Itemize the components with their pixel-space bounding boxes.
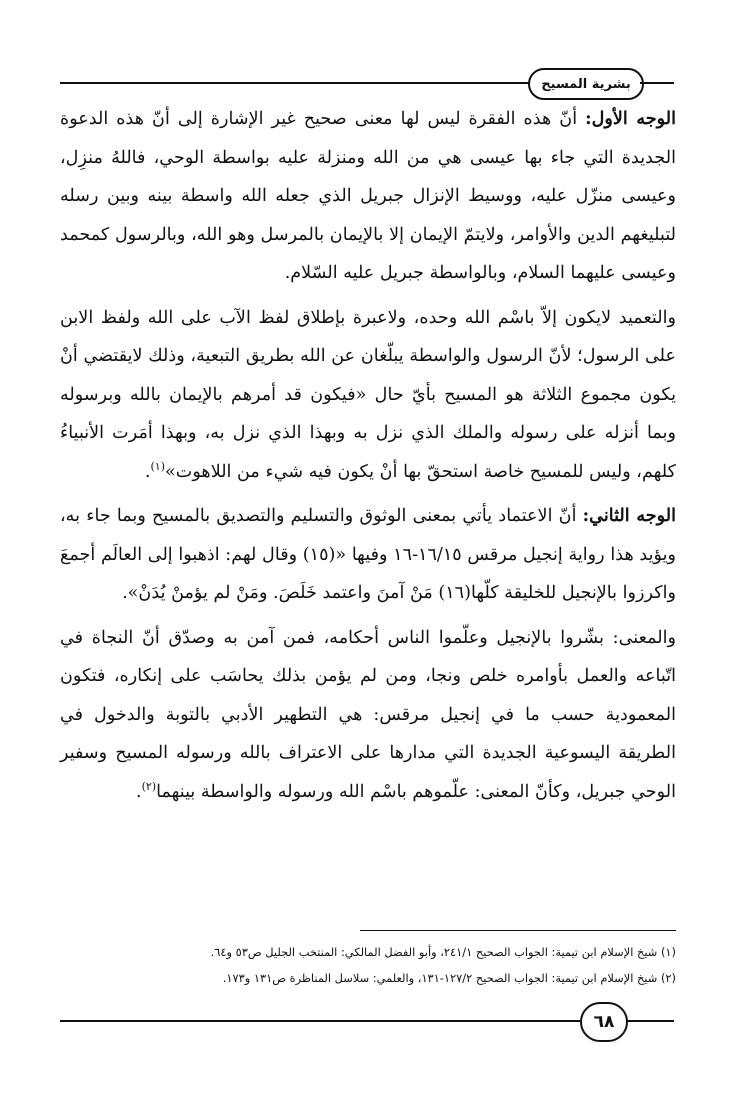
paragraph-2: والتعميد لايكون إلاّ باسْم الله وحده، ولاعبرة بإطلاق لفظ الآب على الله ولفظ الابن على الرسول؛ لأنّ الرسول والواسطة يبلّغان عن الله بطريق التبعية، وذلك لايقتضي أنْ يكون مجموع الثلاثة هو المسيح بأيّ حال «فيكون قد أمرهم بالإيمان بالله وبرسوله وبما أنزله على رسوله والملك الذي نزل به وبهذا الذي نزل به، وبهذا أمَرت الأنبياءُ كلهم، وليس للمسيح خاصة استحقّ بها أنْ يكون فيه شيء من اللاهوت»$^{(١)}$. (60, 307, 676, 482)
footnotes (60, 940, 676, 992)
header-rule-right (640, 82, 674, 84)
footnote-1: (١) شيخ الإسلام ابن تيمية: الجواب الصحيح ٢٤١/١، وأبو الفضل المالكي: المنتخب الجليل ص٥٣ و٦٤. (210, 945, 676, 959)
footer-rule-left (60, 1020, 580, 1022)
paragraph-lead: الوجه الثاني: (582, 505, 677, 526)
paragraph-text: أنّ هذه الفقرة ليس لها معنى صحيح غير الإشارة إلى أنّ هذه الدعوة الجديدة التي جاء بها عيسى هي من الله ومنزلة عليه بواسطة الوحي، فاللهُ منزِل، وعيسى منزّل عليه، ووسيط الإنزال جبريل الذي جعله الله واسطة بينه وبين رسله لتبليغهم الدين والأوامر، ولايتمّ الإيمان إلا بالإيمان بالمرسل وهو الله، وبالرسول كمحمد وعيسى عليهما السلام، وبالواسطة جبريل عليه السّلام. (60, 109, 676, 283)
footer-rule-right (626, 1020, 674, 1022)
page-number: ٦٨ (580, 1002, 628, 1042)
header-rule-left (60, 82, 530, 84)
running-title: بشرية المسيح (528, 68, 644, 100)
footnote-ref-1[interactable]: (١) (150, 459, 165, 473)
footnote-ref-2[interactable]: (٢) (141, 779, 157, 793)
paragraph-4 (60, 619, 676, 812)
body-text (60, 100, 676, 811)
paragraph-lead: الوجه الأول: (585, 108, 676, 129)
paragraph-text: والمعنى: بشّروا بالإنجيل وعلّموا الناس أحكامه، فمن آمن به وصدّق أنّ النجاة في اتّباعه والعمل بأوامره خلص ونجا، ومن لم يؤمن بذلك يحاسَب على إنكاره، فتكون المعمودية حسب ما في إنجيل مرقس: هي التطهير الأدبي بالتوبة والدخول في الطريقة اليسوعية الجديدة التي مدارها على الاعتراف بالله ورسوله المسيح وسفير الوحي جبريل، وكأنّ المعنى: علّموهم باسْم الله ورسوله والواسطة بينهما (60, 627, 676, 802)
paragraph-text: والتعميد لايكون إلاّ باسْم الله وحده، ولاعبرة بإطلاق لفظ الآب على الله ولفظ الابن على الرسول؛ لأنّ الرسول والواسطة يبلّغان عن الله بطريق التبعية، وذلك لايقتضي أنْ يكون مجموع الثلاثة هو المسيح بأيّ حال «فيكون قد أمرهم بالإيمان بالله وبرسوله وبما أنزله على رسوله والملك الذي نزل به وبهذا الذي نزل به، وبهذا أمَرت الأنبياءُ كلهم، وليس للمسيح خاصة استحقّ بها أنْ يكون فيه شيء من اللاهوت» (60, 307, 676, 482)
paragraph-1 (60, 100, 676, 293)
footnote-2: (٢) شيخ الإسلام ابن تيمية: الجواب الصحيح ١٢٧/٢-١٣١، والعلمي: سلاسل المناظرة ص١٣١ و١٧٣. (222, 971, 676, 985)
paragraph-text: أنّ الاعتماد يأتي بمعنى الوثوق والتسليم والتصديق بالمسيح وبما جاء به، ويؤيد هذا رواية إنجيل مرقس ١٦/١٥-١٦ وفيها «(١٥) وقال لهم: اذهبوا إلى العالَم أجمعَ واكرزوا بالإنجيل للخليقة كلّها(١٦) مَنْ آمنَ واعتمد خَلَصَ. ومَنْ لم يؤمنْ يُدَنْ». (60, 506, 676, 603)
paragraph-tail: . (136, 781, 142, 802)
paragraph-3 (60, 497, 676, 613)
footnote-divider (360, 930, 676, 931)
